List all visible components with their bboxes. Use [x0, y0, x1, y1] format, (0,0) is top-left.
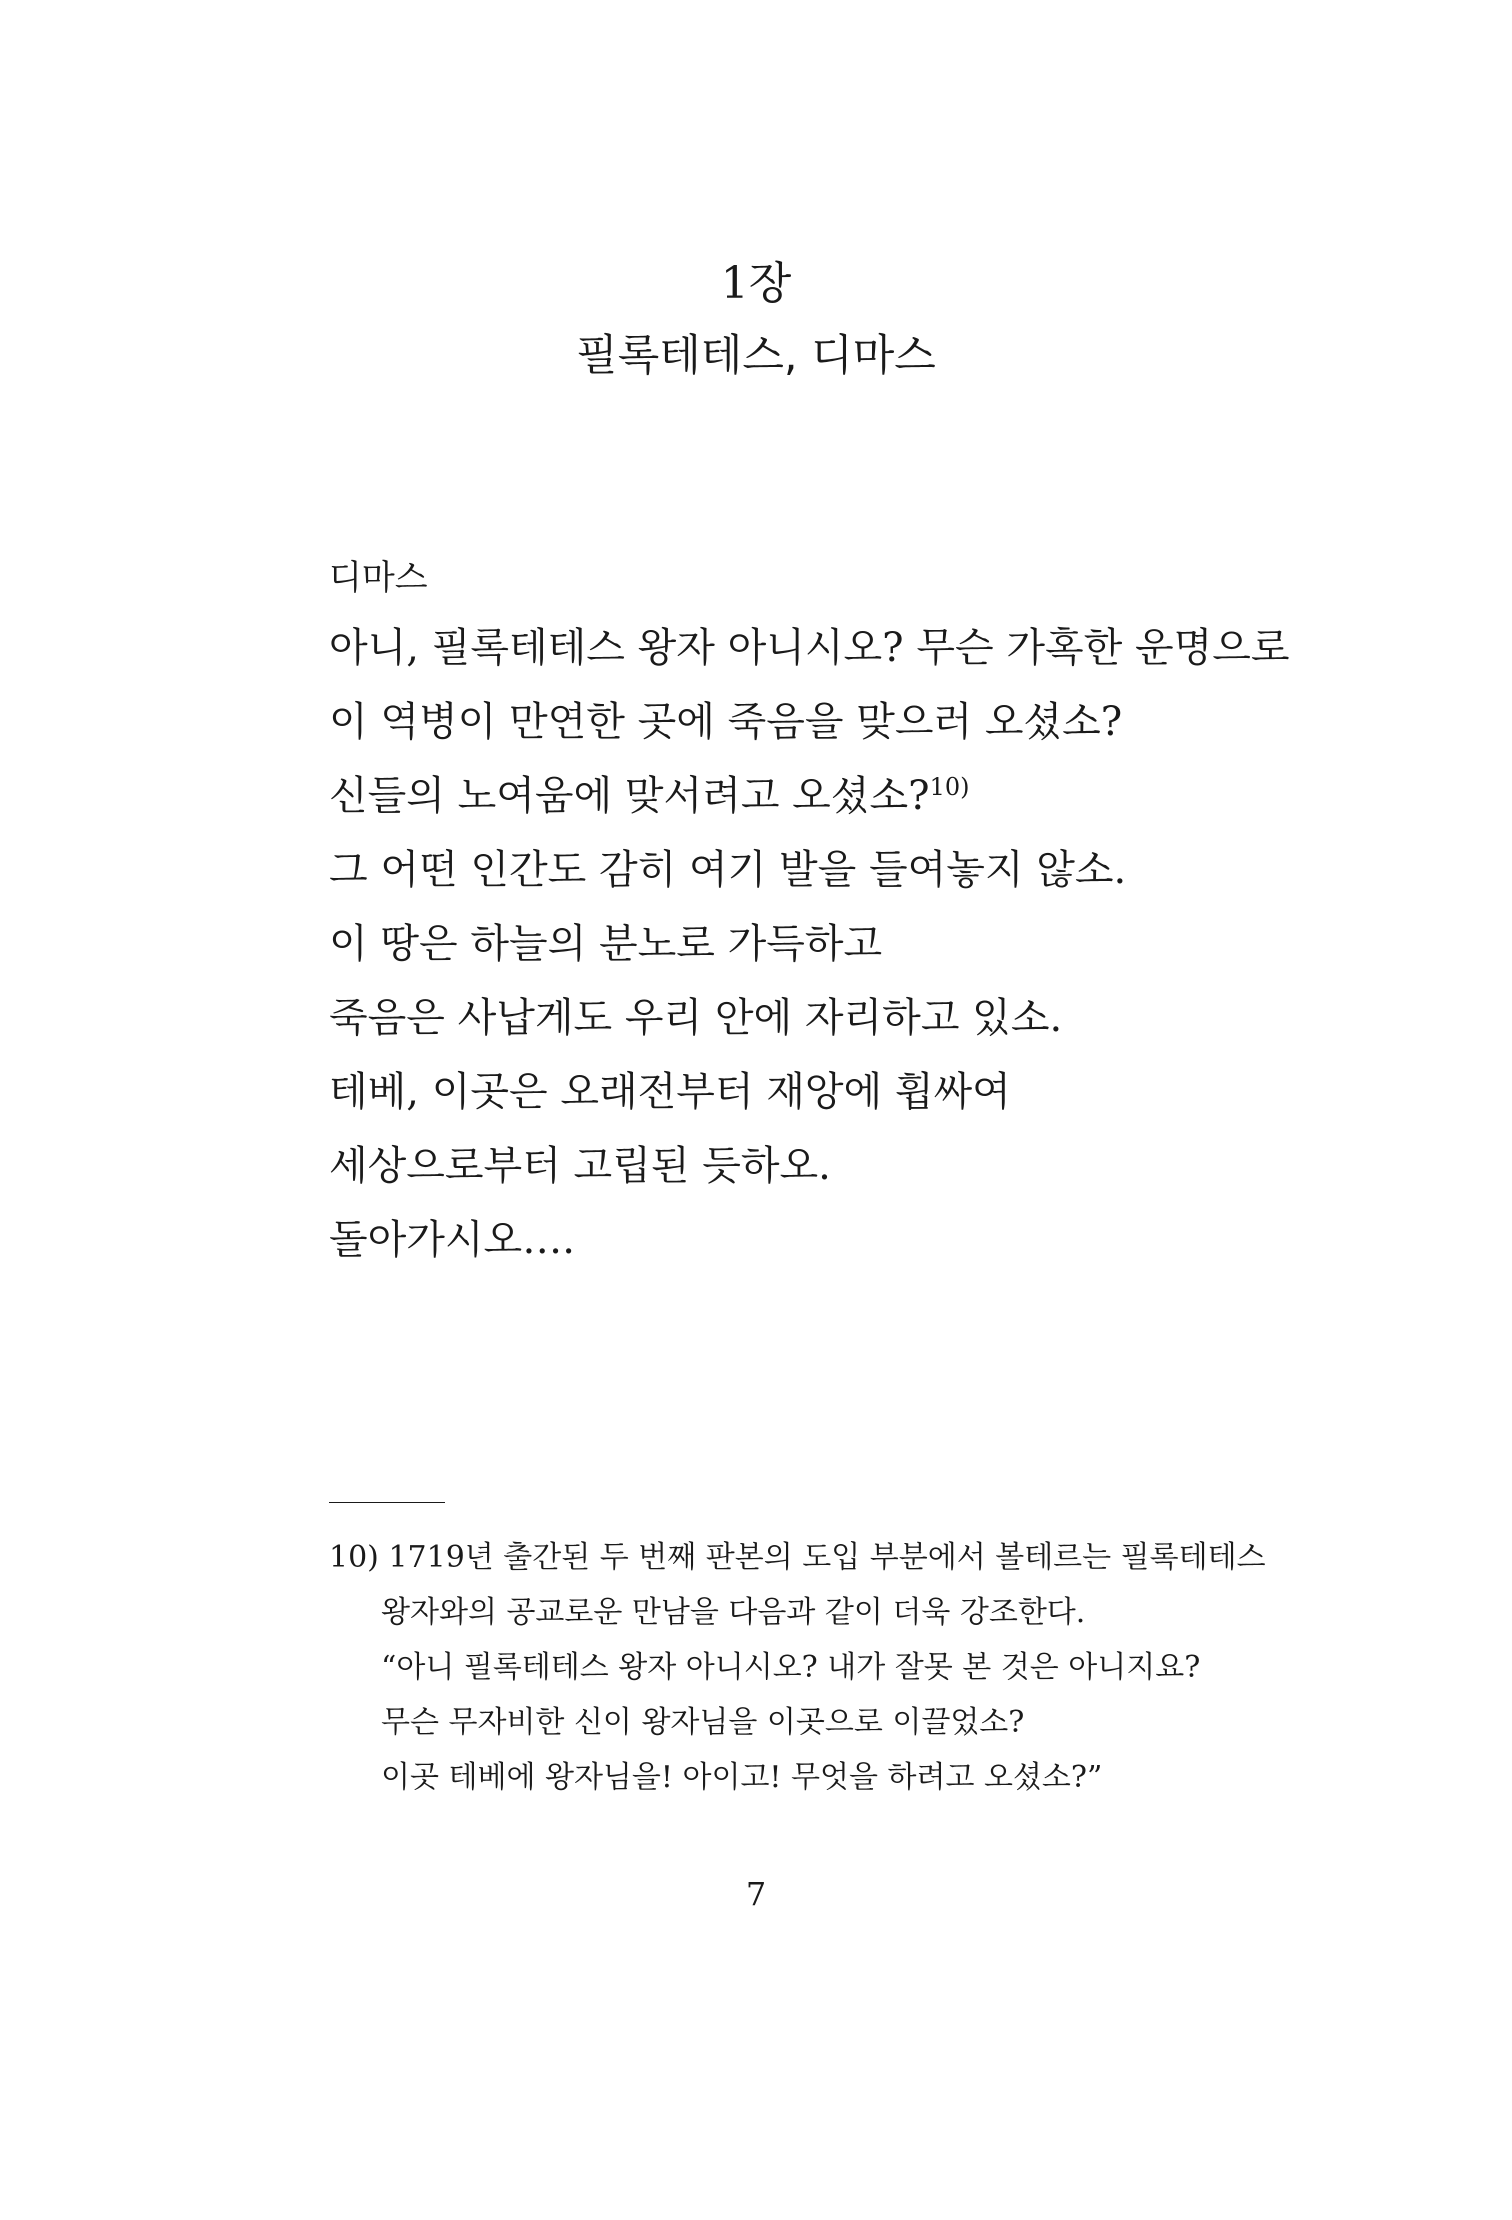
footnote-reference[interactable]: 10) — [929, 773, 970, 801]
footnote-divider — [329, 1502, 445, 1503]
verse-line — [329, 768, 1329, 842]
footnote-line: 이곳 테베에 왕자님을! 아이고! 무엇을 하려고 오셨소?” — [381, 1760, 1103, 1795]
verse-line: 테베, 이곳은 오래전부터 재앙에 휩싸여 — [329, 1069, 1011, 1115]
footnote — [329, 1536, 1329, 1811]
speaker-name: 디마스 — [329, 558, 428, 598]
page-number: 7 — [745, 1875, 767, 1913]
verse-line: 죽음은 사납게도 우리 안에 자리하고 있소. — [329, 995, 1063, 1041]
verse-block — [329, 620, 1329, 1286]
chapter-title: 필록테테스, 디마스 — [576, 331, 936, 381]
chapter-number: 1장 — [720, 258, 792, 309]
verse-line: 돌아가시오…. — [329, 1217, 575, 1263]
verse-line: 그 어떤 인간도 감히 여기 발을 들여놓지 않소. — [329, 847, 1127, 893]
verse-line: 이 역병이 만연한 곳에 죽음을 맞으러 오셨소? — [329, 699, 1123, 745]
footnote-line: 무슨 무자비한 신이 왕자님을 이곳으로 이끌었소? — [381, 1705, 1025, 1740]
verse-line: 이 땅은 하늘의 분노로 가득하고 — [329, 921, 883, 967]
verse-line: 세상으로부터 고립된 듯하오. — [329, 1143, 831, 1189]
footnote-text: 1719년 출간된 두 번째 판본의 도입 부분에서 볼테르는 필록테테스 — [388, 1540, 1266, 1575]
footnote-line — [329, 1536, 1329, 1591]
verse-line: 아니, 필록테테스 왕자 아니시오? 무슨 가혹한 운명으로 — [329, 625, 1290, 671]
footnote-line: 왕자와의 공교로운 만남을 다음과 같이 더욱 강조한다. — [381, 1595, 1086, 1630]
footnote-marker: 10) — [329, 1540, 379, 1575]
verse-line-text: 신들의 노여움에 맞서려고 오셨소? — [329, 773, 930, 819]
footnote-line: “아니 필록테테스 왕자 아니시오? 내가 잘못 본 것은 아니지요? — [381, 1650, 1201, 1685]
